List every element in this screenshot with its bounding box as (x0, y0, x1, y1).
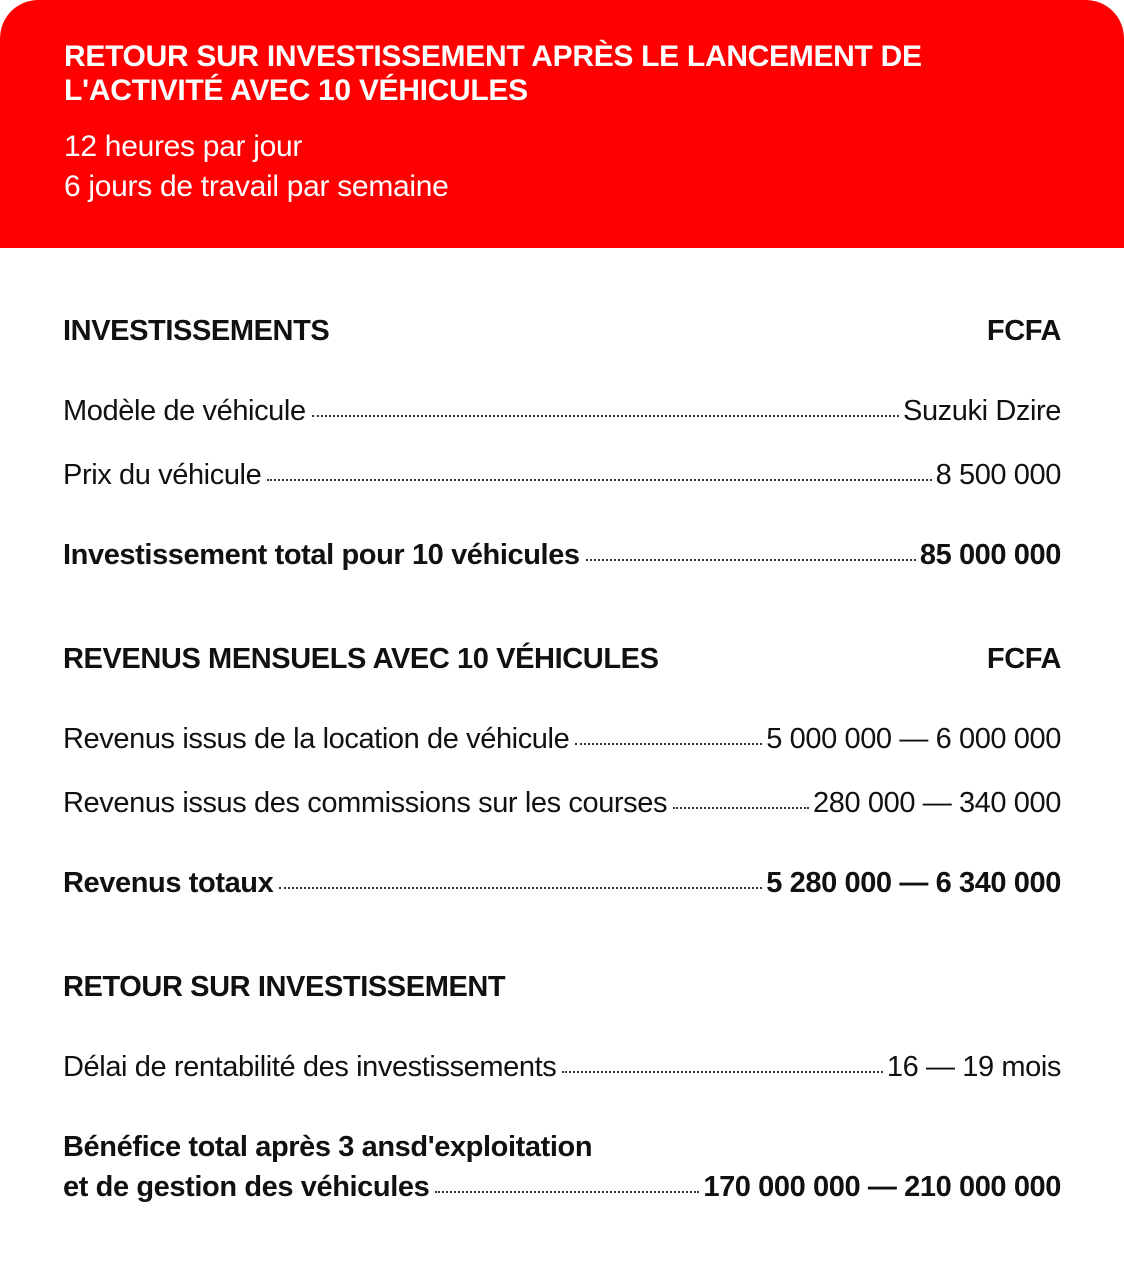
row-vehicle-model (63, 393, 1061, 429)
dotted-leader (586, 559, 916, 561)
dotted-leader (673, 807, 809, 809)
row-label: Revenus issus de la location de véhicule (63, 723, 570, 755)
subtitle-days: 6 jours de travail par semaine (64, 170, 449, 203)
header-banner (0, 0, 1124, 248)
dotted-leader (435, 1191, 699, 1193)
subtitle-hours: 12 heures par jour (64, 130, 303, 163)
row-value: 170 000 000 — 210 000 000 (703, 1171, 1061, 1203)
currency-unit: FCFA (986, 643, 1061, 675)
row-label: Prix du véhicule (63, 459, 262, 491)
row-commission-revenue (63, 785, 1061, 821)
section-title: INVESTISSEMENTS (63, 315, 330, 347)
dotted-leader (267, 479, 931, 481)
row-value: 5 280 000 — 6 340 000 (766, 867, 1061, 899)
row-label: Revenus issus des commissions sur les courses (63, 787, 668, 819)
section-retour-header (63, 969, 1061, 1005)
dotted-leader (575, 743, 762, 745)
row-label: Revenus totaux (63, 867, 274, 899)
row-label: et de gestion des véhicules (63, 1171, 430, 1203)
section-revenus-header (63, 641, 1061, 677)
row-value: 5 000 000 — 6 000 000 (766, 723, 1061, 755)
section-investissements-header (63, 313, 1061, 349)
benefice-label-line1: Bénéfice total après 3 ansd'exploitation (63, 1131, 593, 1163)
section-title: RETOUR SUR INVESTISSEMENT (63, 971, 506, 1003)
dotted-leader (312, 415, 899, 417)
dotted-leader (279, 887, 762, 889)
row-label: Investissement total pour 10 véhicules (63, 539, 580, 571)
row-value: 85 000 000 (919, 539, 1061, 571)
row-vehicle-price (63, 457, 1061, 493)
row-payback-period (63, 1049, 1061, 1085)
row-label: Modèle de véhicule (63, 395, 306, 427)
row-total-profit (63, 1169, 1061, 1205)
row-rental-revenue (63, 721, 1061, 757)
row-total-revenue (63, 865, 1061, 901)
currency-unit: FCFA (986, 315, 1061, 347)
dotted-leader (562, 1071, 883, 1073)
row-value: 280 000 — 340 000 (813, 787, 1061, 819)
section-title: REVENUS MENSUELS AVEC 10 VÉHICULES (63, 643, 659, 675)
page-title: RETOUR SUR INVESTISSEMENT APRÈS LE LANCEMENT DE L'ACTIVITÉ AVEC 10 VÉHICULES (64, 40, 922, 107)
row-value: 16 — 19 mois (886, 1051, 1061, 1083)
row-label: Délai de rentabilité des investissements (63, 1051, 557, 1083)
row-total-investment (63, 537, 1061, 573)
row-value: Suzuki Dzire (903, 395, 1061, 427)
row-value: 8 500 000 (935, 459, 1061, 491)
